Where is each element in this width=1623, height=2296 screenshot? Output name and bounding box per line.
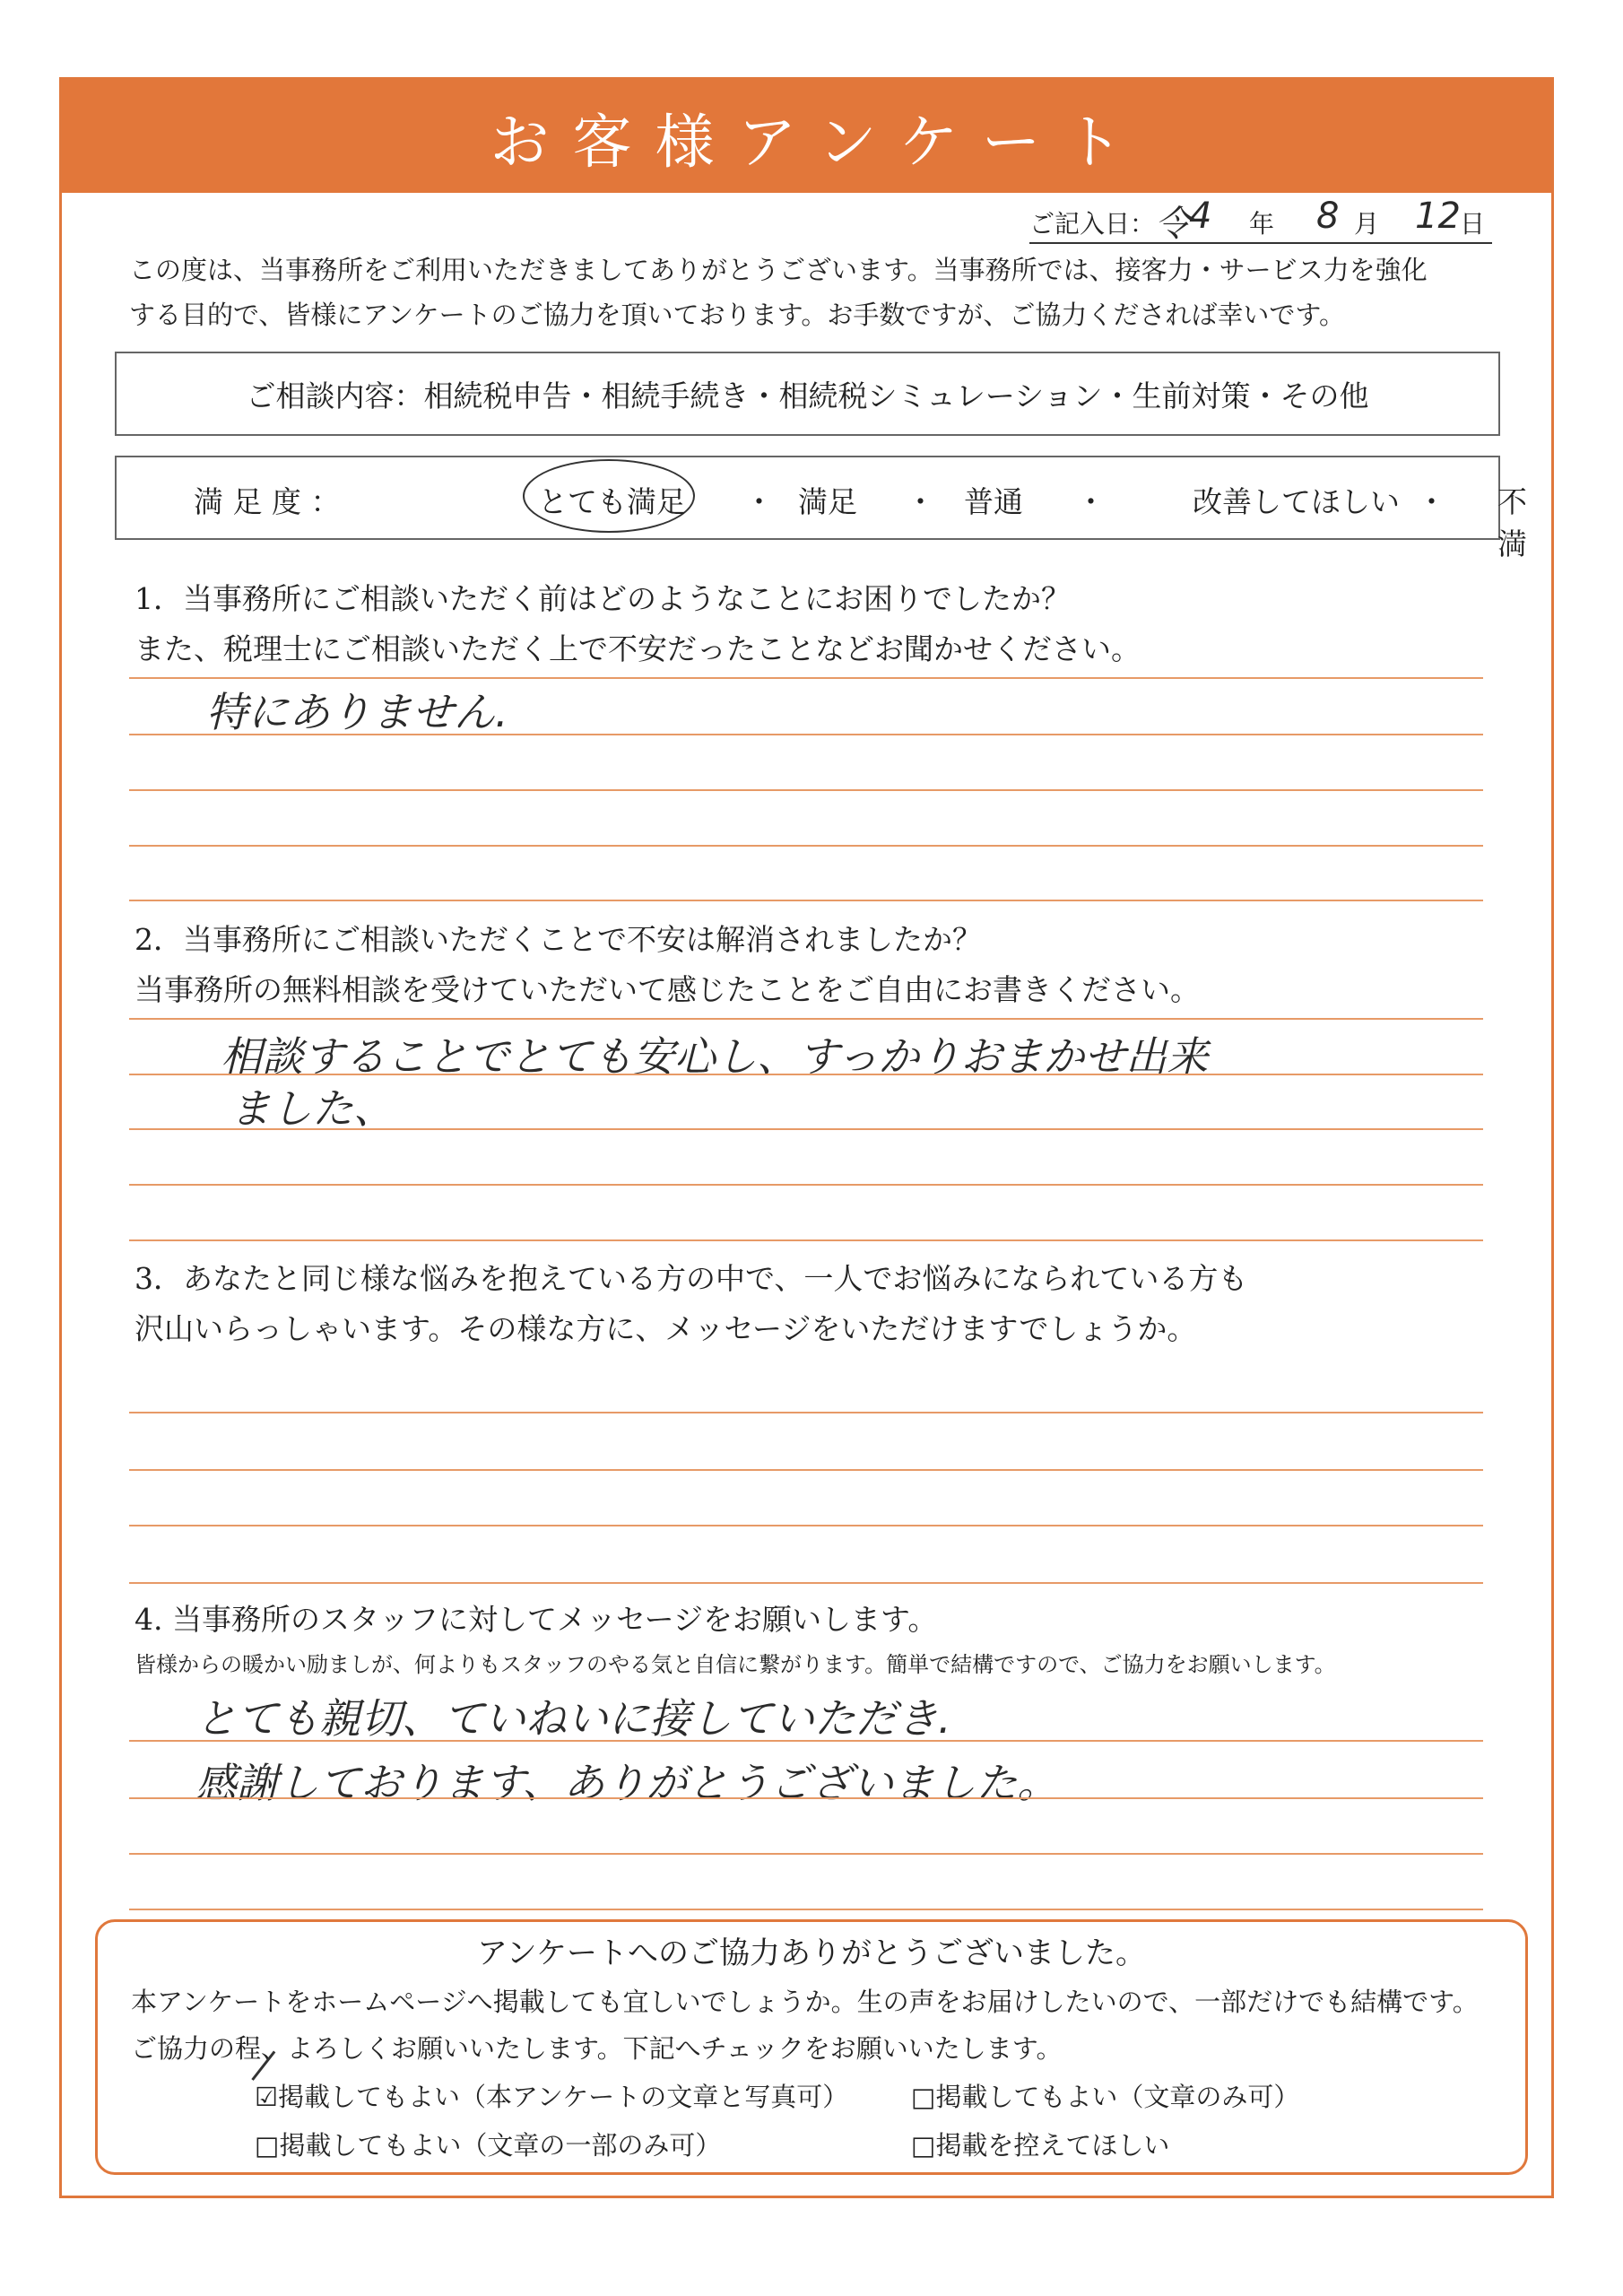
answer-line: [129, 1412, 1483, 1413]
question-3: [135, 1254, 1533, 1354]
answer-4-line-2: 感謝しております、ありがとうございました。: [195, 1759, 1059, 1807]
thanks-title: アンケートへのご協力ありがとうございました。: [477, 1935, 1146, 1971]
question-4: [135, 1595, 1533, 1684]
question-1: [135, 574, 1533, 674]
answer-4-line-1: とても親切、ていねいに接していただき.: [195, 1694, 951, 1743]
satisfaction-separator: ・: [906, 484, 935, 519]
answer-line: [129, 677, 1483, 679]
question-4-line-2: 皆様からの暖かい励ましが、何よりもスタッフのやる気と自信に繋がります。簡単で結構ですので、ご協力をお願いします。: [135, 1652, 1336, 1677]
answer-line: [129, 1797, 1483, 1799]
date-day-label: 日: [1460, 209, 1486, 239]
answer-line: [129, 1018, 1483, 1020]
question-2: [135, 915, 1533, 1015]
answer-line: [129, 1740, 1483, 1742]
consent-option-partial-text[interactable]: □掲載してもよい（文章の一部のみ可）: [255, 2130, 722, 2161]
satisfaction-label: 満 足 度 ：: [194, 484, 341, 519]
question-3-line-1: 3．あなたと同じ様な悩みを抱えている方の中で、一人でお悩みになられている方も: [135, 1261, 1248, 1296]
answer-line: [129, 1184, 1483, 1186]
date-day-value: 12: [1415, 196, 1461, 237]
question-1-line-1: 1．当事務所にご相談いただく前はどのようなことにお困りでしたか？: [135, 581, 1071, 616]
answer-line: [129, 789, 1483, 791]
answer-line: [129, 1525, 1483, 1526]
answer-2-line-1: 相談することでとても安心し、すっかりおまかせ出来: [221, 1032, 1209, 1081]
answer-line: [129, 734, 1483, 735]
answer-line: [129, 1469, 1483, 1471]
title-bar: [62, 80, 1551, 193]
date-year-label: 年: [1249, 209, 1275, 239]
answer-1-line-1: 特にありません.: [206, 688, 508, 736]
consultation-text: ご相談内容：相続税申告・相続手続き・相続税シミュレーション・生前対策・その他: [246, 378, 1369, 413]
date-month-value: 8: [1316, 196, 1340, 237]
consent-text-2: ご協力の程、よろしくお願いいたします。下記へチェックをお願いいたします。: [131, 2033, 1063, 2064]
satisfaction-option-satisfied: 満足: [798, 484, 857, 519]
consent-text-1: 本アンケートをホームページへ掲載しても宜しいでしょうか。生の声をお届けしたいので、一部だけでも結構です。: [131, 1987, 1479, 2017]
satisfaction-option-neutral: 普通: [964, 484, 1023, 519]
question-2-line-2: 当事務所の無料相談を受けていただいて感じたことをご自由にお書きください。: [135, 972, 1200, 1007]
intro-line-1: この度は、当事務所をご利用いただきましてありがとうございます。当事務所では、接客力・サービス力を強化: [129, 255, 1428, 285]
consent-option-text-and-photo[interactable]: ☑掲載してもよい（本アンケートの文章と写真可）: [255, 2082, 849, 2112]
consent-option-text-only[interactable]: □掲載してもよい（文章のみ可）: [911, 2082, 1300, 2112]
answer-line: [129, 1909, 1483, 1910]
answer-line: [129, 1853, 1483, 1855]
question-2-line-1: 2．当事務所にご相談いただくことで不安は解消されましたか？: [135, 922, 982, 957]
answer-line: [129, 1074, 1483, 1075]
answer-2-line-2: ました、: [230, 1084, 395, 1133]
answer-line: [129, 900, 1483, 901]
answer-line: [129, 845, 1483, 847]
question-1-line-2: また、税理士にご相談いただく上で不安だったことなどお聞かせください。: [135, 631, 1141, 666]
satisfaction-separator: ・: [744, 484, 774, 519]
date-month-label: 月: [1354, 209, 1380, 239]
intro-line-2: する目的で、皆様にアンケートのご協力を頂いております。お手数ですが、ご協力くだされば幸いです。: [129, 300, 1346, 330]
satisfaction-separator: ・: [1417, 484, 1446, 519]
answer-line: [129, 1239, 1483, 1241]
question-4-line-1: 4. 当事務所のスタッフに対してメッセージをお願いします。: [135, 1602, 938, 1637]
question-3-line-2: 沢山いらっしゃいます。その様な方に、メッセージをいただけますでしょうか。: [135, 1311, 1197, 1346]
intro-text: [129, 248, 1510, 337]
page-title: お客様アンケート: [490, 107, 1147, 177]
satisfaction-separator: ・: [1076, 484, 1106, 519]
satisfaction-option-needs-improvement: 改善してほしい: [1193, 484, 1400, 519]
satisfaction-box: [115, 456, 1527, 561]
date-label: ご記入日：: [1029, 209, 1156, 239]
consent-option-decline[interactable]: □掲載を控えてほしい: [911, 2130, 1170, 2161]
date-era: 令: [1155, 204, 1191, 245]
date-year-value: 4: [1189, 196, 1212, 237]
satisfaction-option-very-satisfied: とても満足: [538, 484, 686, 519]
satisfaction-option-dissatisfied: 不満: [1497, 484, 1527, 561]
date-row: [1029, 196, 1492, 245]
answer-line: [129, 1582, 1483, 1584]
answer-line: [129, 1128, 1483, 1130]
consultation-box: [115, 352, 1500, 436]
